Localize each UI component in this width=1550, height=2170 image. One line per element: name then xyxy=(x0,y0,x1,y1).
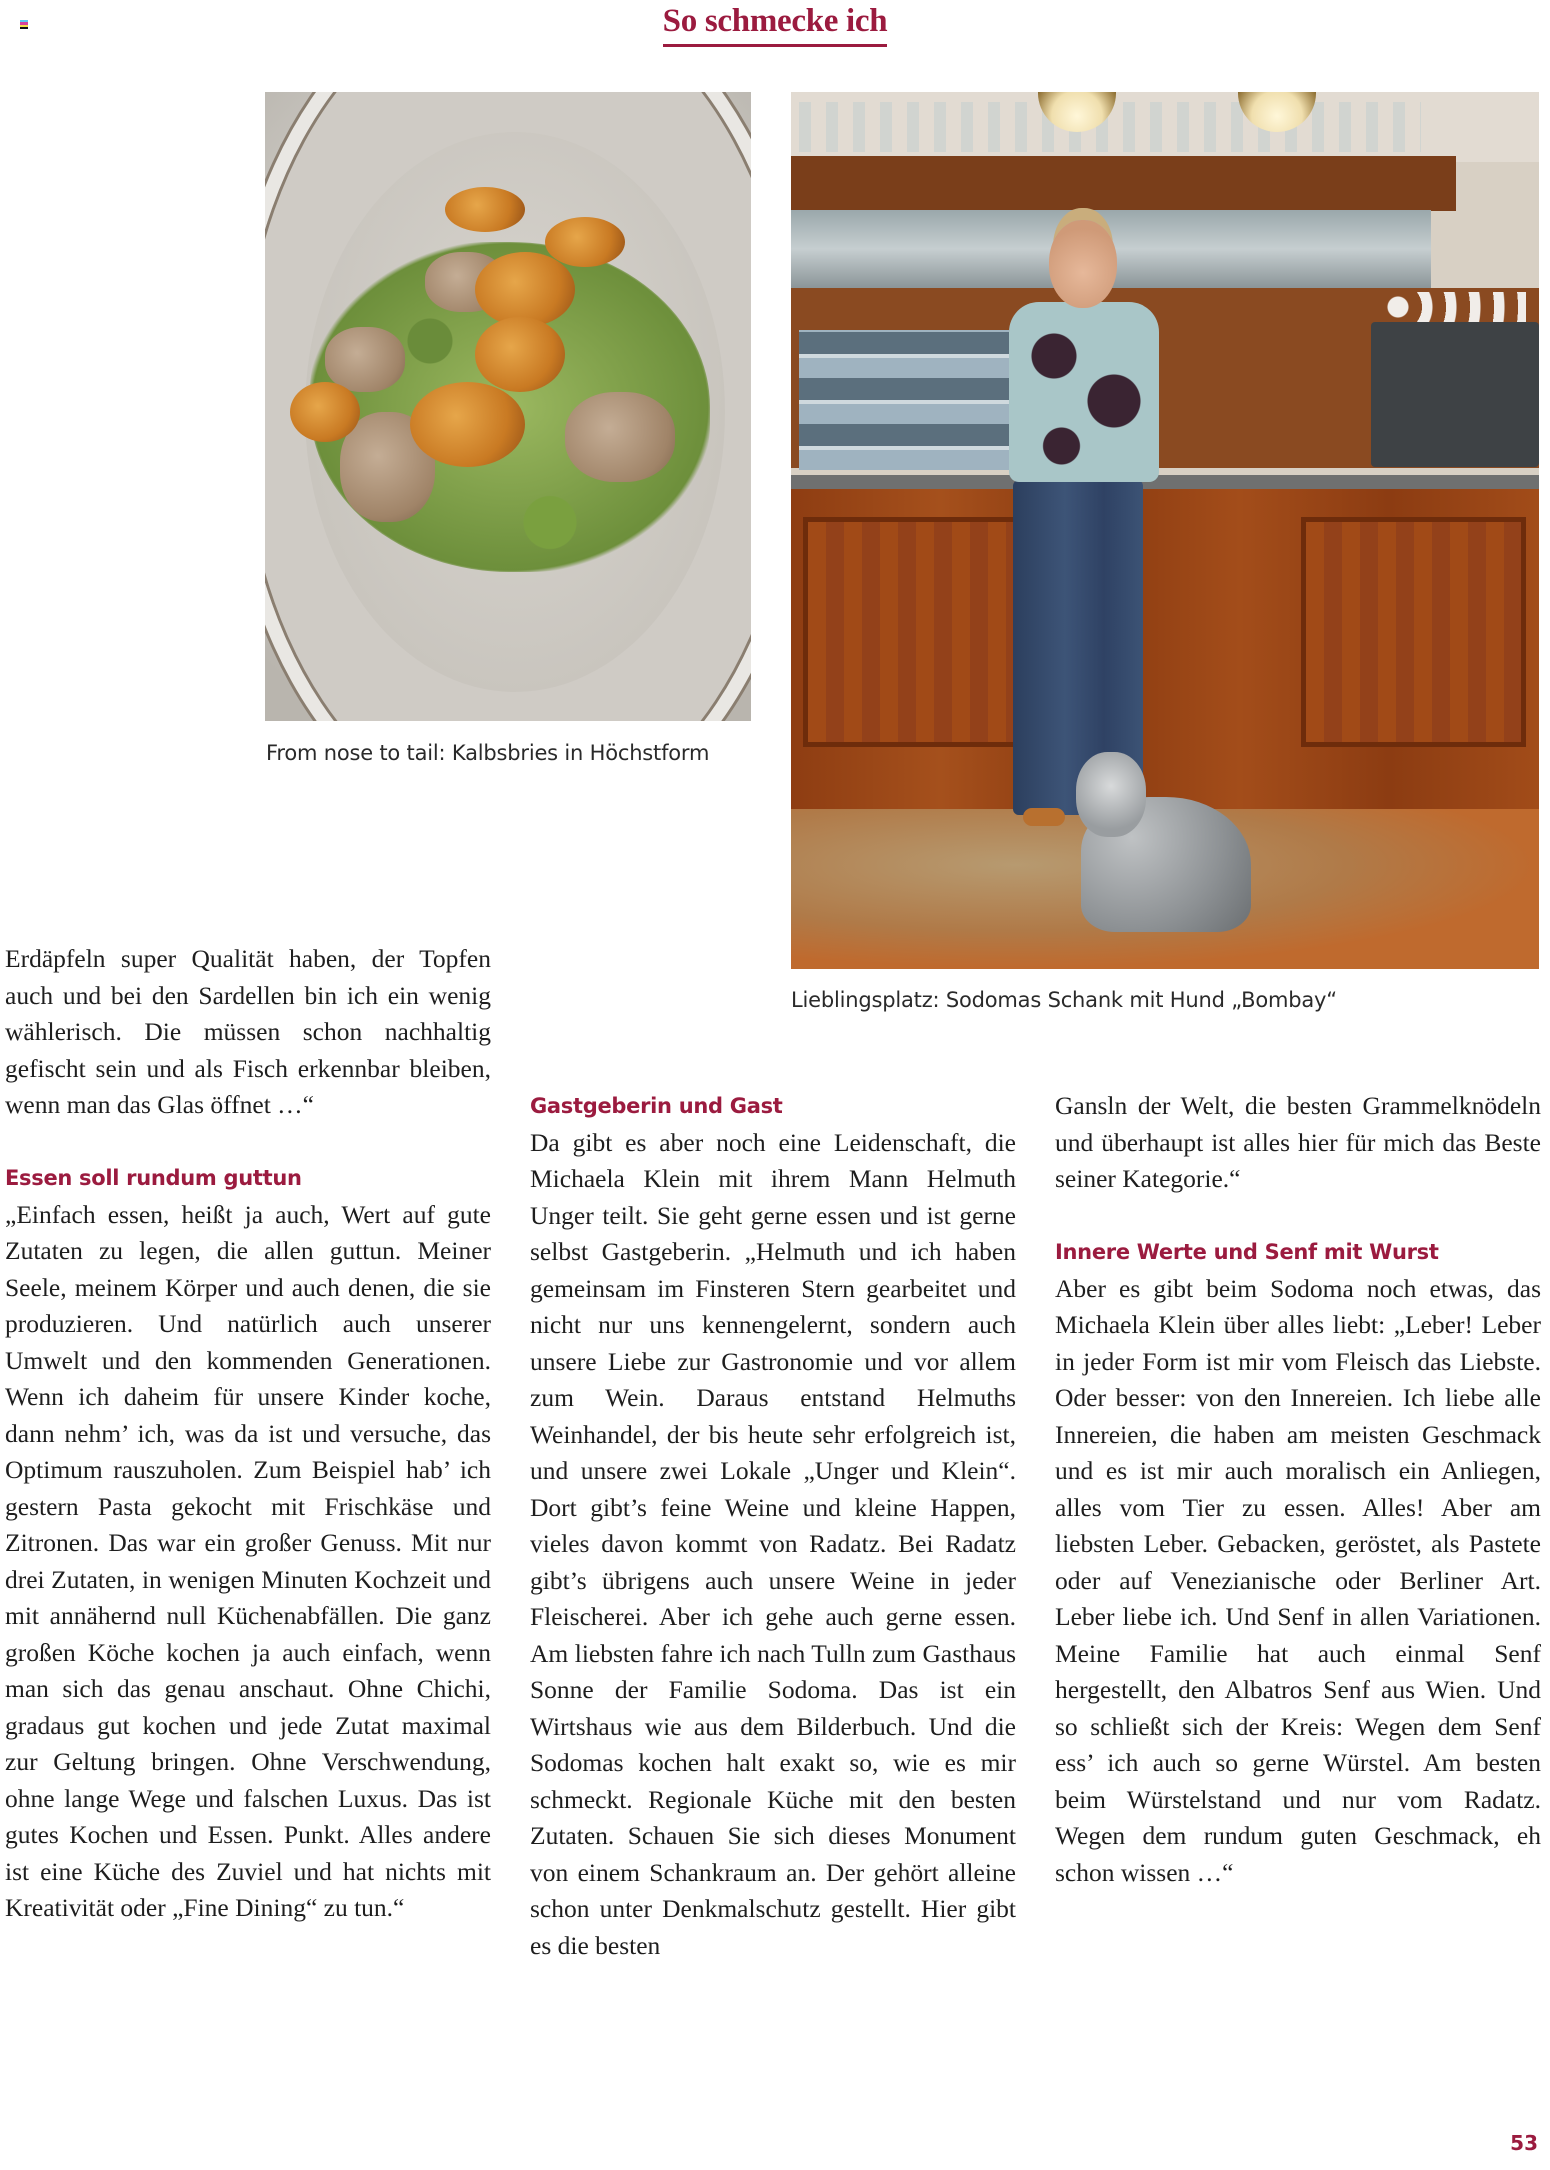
food-photo xyxy=(265,92,751,721)
paragraph: Da gibt es aber noch eine Leidenschaft, die Michaela Klein mit ihrem Mann Helmuth Unger teilt. Sie geht gerne essen und ist gerne selbst Gastgeberin. „Helmuth und ich haben gemeinsam im Finsteren Stern gearbeitet und nicht nur uns kennengelernt, sondern auch unsere Liebe zur Gastronomie und vor allem zum Wein. Daraus entstand Helmuths Weinhandel, der bis heute sehr erfolgreich ist, und unsere zwei Lokale „Unger und Klein“. Dort gibt’s feine Weine und kleine Happen, vieles davon kommt von Radatz. Bei Radatz gibt’s übrigens auch unsere Weine in jeder Fleischerei. Aber ich gehe auch gerne essen. Am liebsten fahre ich nach Tulln zum Gasthaus Sonne der Familie Sodoma. Das ist ein Wirtshaus wie aus dem Bilderbuch. Und die Sodomas kochen halt exakt so, wie es mir schmeckt. Regionale Küche mit den besten Zutaten. Schauen Sie sich dieses Monument von einem Schankraum an. Der gehört alleine schon unter Denkmalschutz gestellt. Hier gibt es die besten xyxy=(530,1127,1016,1960)
counter-top xyxy=(791,475,1539,489)
dog-head xyxy=(1076,752,1146,837)
food-photo-caption: From nose to tail: Kalbsbries in Höchstform xyxy=(266,741,710,765)
counter-panel xyxy=(1301,517,1526,747)
page-title-text: So schmecke ich xyxy=(663,2,888,47)
cups xyxy=(1386,292,1526,322)
counter-panel xyxy=(803,517,1033,747)
section-heading: Gastgeberin und Gast xyxy=(530,1094,783,1118)
section-heading: Innere Werte und Senf mit Wurst xyxy=(1055,1240,1439,1264)
article-column-2 xyxy=(530,1088,1016,1964)
glass-shelf xyxy=(799,330,1009,470)
potato-chip xyxy=(475,252,575,327)
paragraph: Gansln der Welt, die besten Grammelknödeln und überhaupt ist alles hier für mich das Beste seiner Kategorie.“ xyxy=(1055,1091,1541,1193)
kalbsbries-piece xyxy=(325,327,405,392)
wooden-shelf xyxy=(791,156,1456,211)
person-shirt xyxy=(1009,302,1159,482)
bar-photo-caption: Lieblingsplatz: Sodomas Schank mit Hund „Bombay“ xyxy=(791,988,1337,1012)
paragraph: Aber es gibt beim Sodoma noch etwas, das Michaela Klein über alles liebt: „Leber! Leber in jeder Form ist mir vom Fleisch das Liebste. Oder besser: von den Innereien. Ich liebe alle Innereien, die haben am meisten Geschmack und es ist mir auch moralisch ein Anliegen, alles vom Tier zu essen. Alles! Aber am liebsten Leber. Gebacken, geröstet, als Pastete oder auf Venezianische oder Berliner Art. Leber liebe ich. Und Senf in allen Variationen. Meine Familie hat auch einmal Senf hergestellt, den Albatros Senf aus Wien. Und so schließt sich der Kreis: Wegen dem Senf ess’ ich auch so gerne Würstel. Am besten beim Würstelstand und nur vom Radatz. Wegen dem rundum guten Geschmack, eh schon wissen …“ xyxy=(1055,1273,1541,1887)
section-heading: Essen soll rundum guttun xyxy=(5,1166,302,1190)
article-column-3 xyxy=(1055,1088,1541,1891)
kalbsbries-piece xyxy=(565,392,675,482)
page-number: 53 xyxy=(1510,2131,1538,2155)
potato-chip xyxy=(445,187,525,232)
paragraph: „Einfach essen, heißt ja auch, Wert auf gute Zutaten zu legen, die allen guttun. Meiner Seele, meinem Körper und auch denen, die sie produzieren. Und natürlich auch unserer Umwelt und den kommenden Generationen. Wenn ich daheim für unsere Kinder koche, dann nehm’ ich, was da ist und versuche, das Optimum rauszuholen. Zum Beispiel hab’ ich gestern Pasta gekocht mit Frischkäse und Zitronen. Das war ein großer Genuss. Mit nur drei Zutaten, in wenigen Minuten Kochzeit und mit annähernd null Küchenabfällen. Die ganz großen Köche kochen ja auch einfach, wenn man sich das genau anschaut. Ohne Chichi, gradaus gut kochen und jede Zutat maximal zur Geltung bringen. Ohne Verschwendung, ohne lange Wege und falschen Luxus. Das ist gutes Kochen und Essen. Punkt. Alles andere ist eine Küche des Zuviel und hat nichts mit Kreativität oder „Fine Dining“ zu tun.“ xyxy=(5,1199,491,1922)
potato-chip xyxy=(290,382,360,442)
potato-chip xyxy=(545,217,625,267)
potato-chip xyxy=(410,382,525,467)
person-head xyxy=(1049,220,1117,308)
article-column-1 xyxy=(5,941,491,1927)
page-title xyxy=(0,2,1550,47)
espresso-machine xyxy=(1371,322,1539,467)
bar-photo xyxy=(791,92,1539,969)
shoe xyxy=(1023,808,1065,826)
paragraph: Erdäpfeln super Qualität haben, der Topfen auch und bei den Sardellen bin ich ein wenig wählerisch. Die müssen schon nachhaltig gefischt sein und als Fisch erkennbar bleiben, wenn man das Glas öffnet …“ xyxy=(5,944,491,1119)
potato-chip xyxy=(475,317,565,392)
